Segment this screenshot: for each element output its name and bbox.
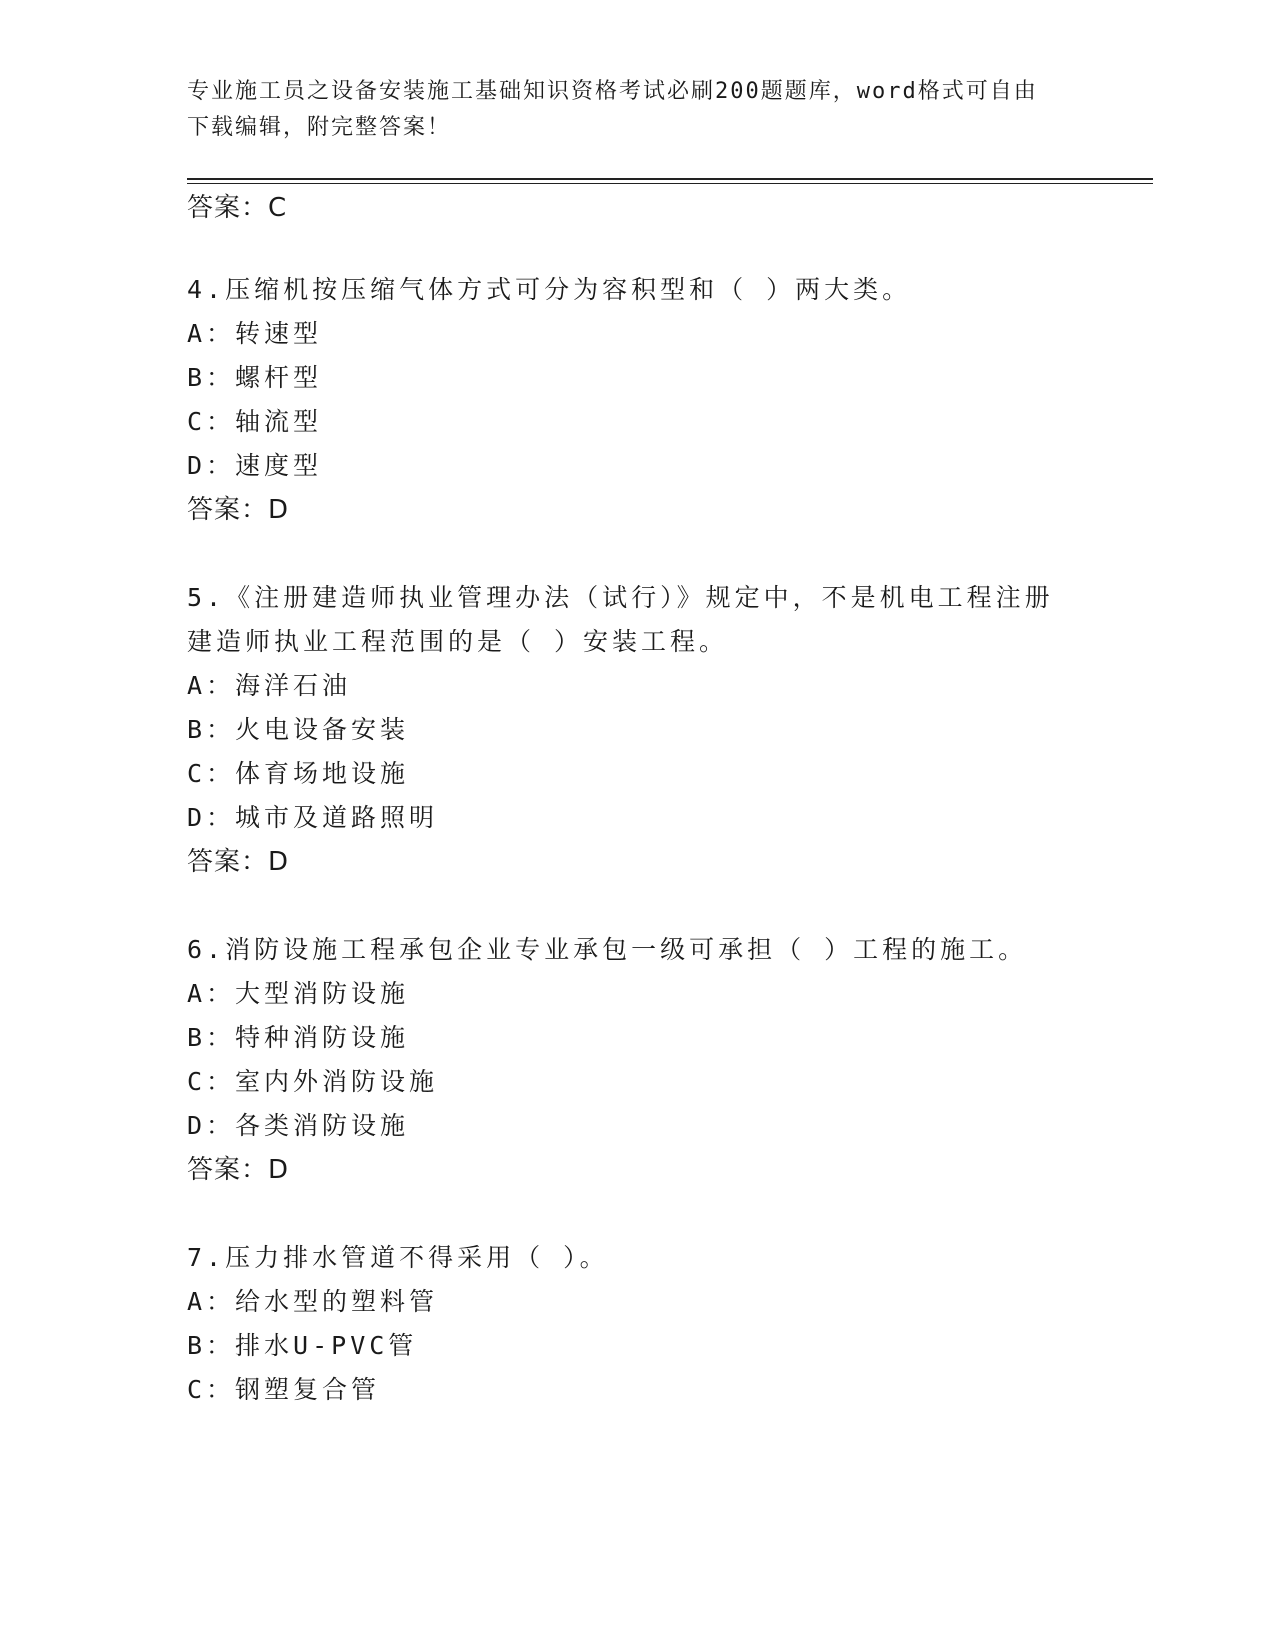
question-5-option-b: B：火电设备安装	[187, 715, 410, 744]
answer-q6: 答案：D	[187, 1155, 290, 1185]
header-line-1: 专业施工员之设备安装施工基础知识资格考试必刷200题题库，word格式可自由	[187, 79, 1038, 104]
question-4-option-d: D：速度型	[187, 451, 323, 480]
question-4-stem: 4.压缩机按压缩气体方式可分为容积型和（ ）两大类。	[187, 275, 912, 304]
question-7-option-c: C：钢塑复合管	[187, 1375, 381, 1404]
question-6-option-b: B：特种消防设施	[187, 1023, 410, 1052]
question-6-option-d: D：各类消防设施	[187, 1111, 410, 1140]
question-4-option-b: B：螺杆型	[187, 363, 323, 392]
question-6-stem: 6.消防设施工程承包企业专业承包一级可承担（ ）工程的施工。	[187, 935, 1028, 964]
question-6-option-a: A：大型消防设施	[187, 979, 410, 1008]
answer-q3: 答案：C	[187, 193, 288, 223]
question-5-stem-line-1: 5.《注册建造师执业管理办法（试行）》规定中，不是机电工程注册	[187, 583, 1054, 612]
question-4-option-a: A：转速型	[187, 319, 323, 348]
question-7-stem: 7.压力排水管道不得采用（ ）。	[187, 1243, 609, 1272]
question-5-stem-line-2: 建造师执业工程范围的是（ ）安装工程。	[187, 627, 729, 656]
question-7-option-a: A：给水型的塑料管	[187, 1287, 439, 1316]
header-line-2: 下载编辑，附完整答案！	[187, 115, 452, 140]
question-4-option-c: C：轴流型	[187, 407, 323, 436]
question-6-option-c: C：室内外消防设施	[187, 1067, 439, 1096]
header-rule-thin	[187, 183, 1153, 184]
answer-q4: 答案：D	[187, 495, 290, 525]
document-header	[187, 74, 1067, 146]
question-7-option-b: B：排水U-PVC管	[187, 1331, 418, 1360]
question-5-option-a: A：海洋石油	[187, 671, 352, 700]
question-5-option-d: D：城市及道路照明	[187, 803, 439, 832]
header-rule-thick	[187, 178, 1153, 180]
question-5-option-c: C：体育场地设施	[187, 759, 410, 788]
answer-q5: 答案：D	[187, 847, 290, 877]
